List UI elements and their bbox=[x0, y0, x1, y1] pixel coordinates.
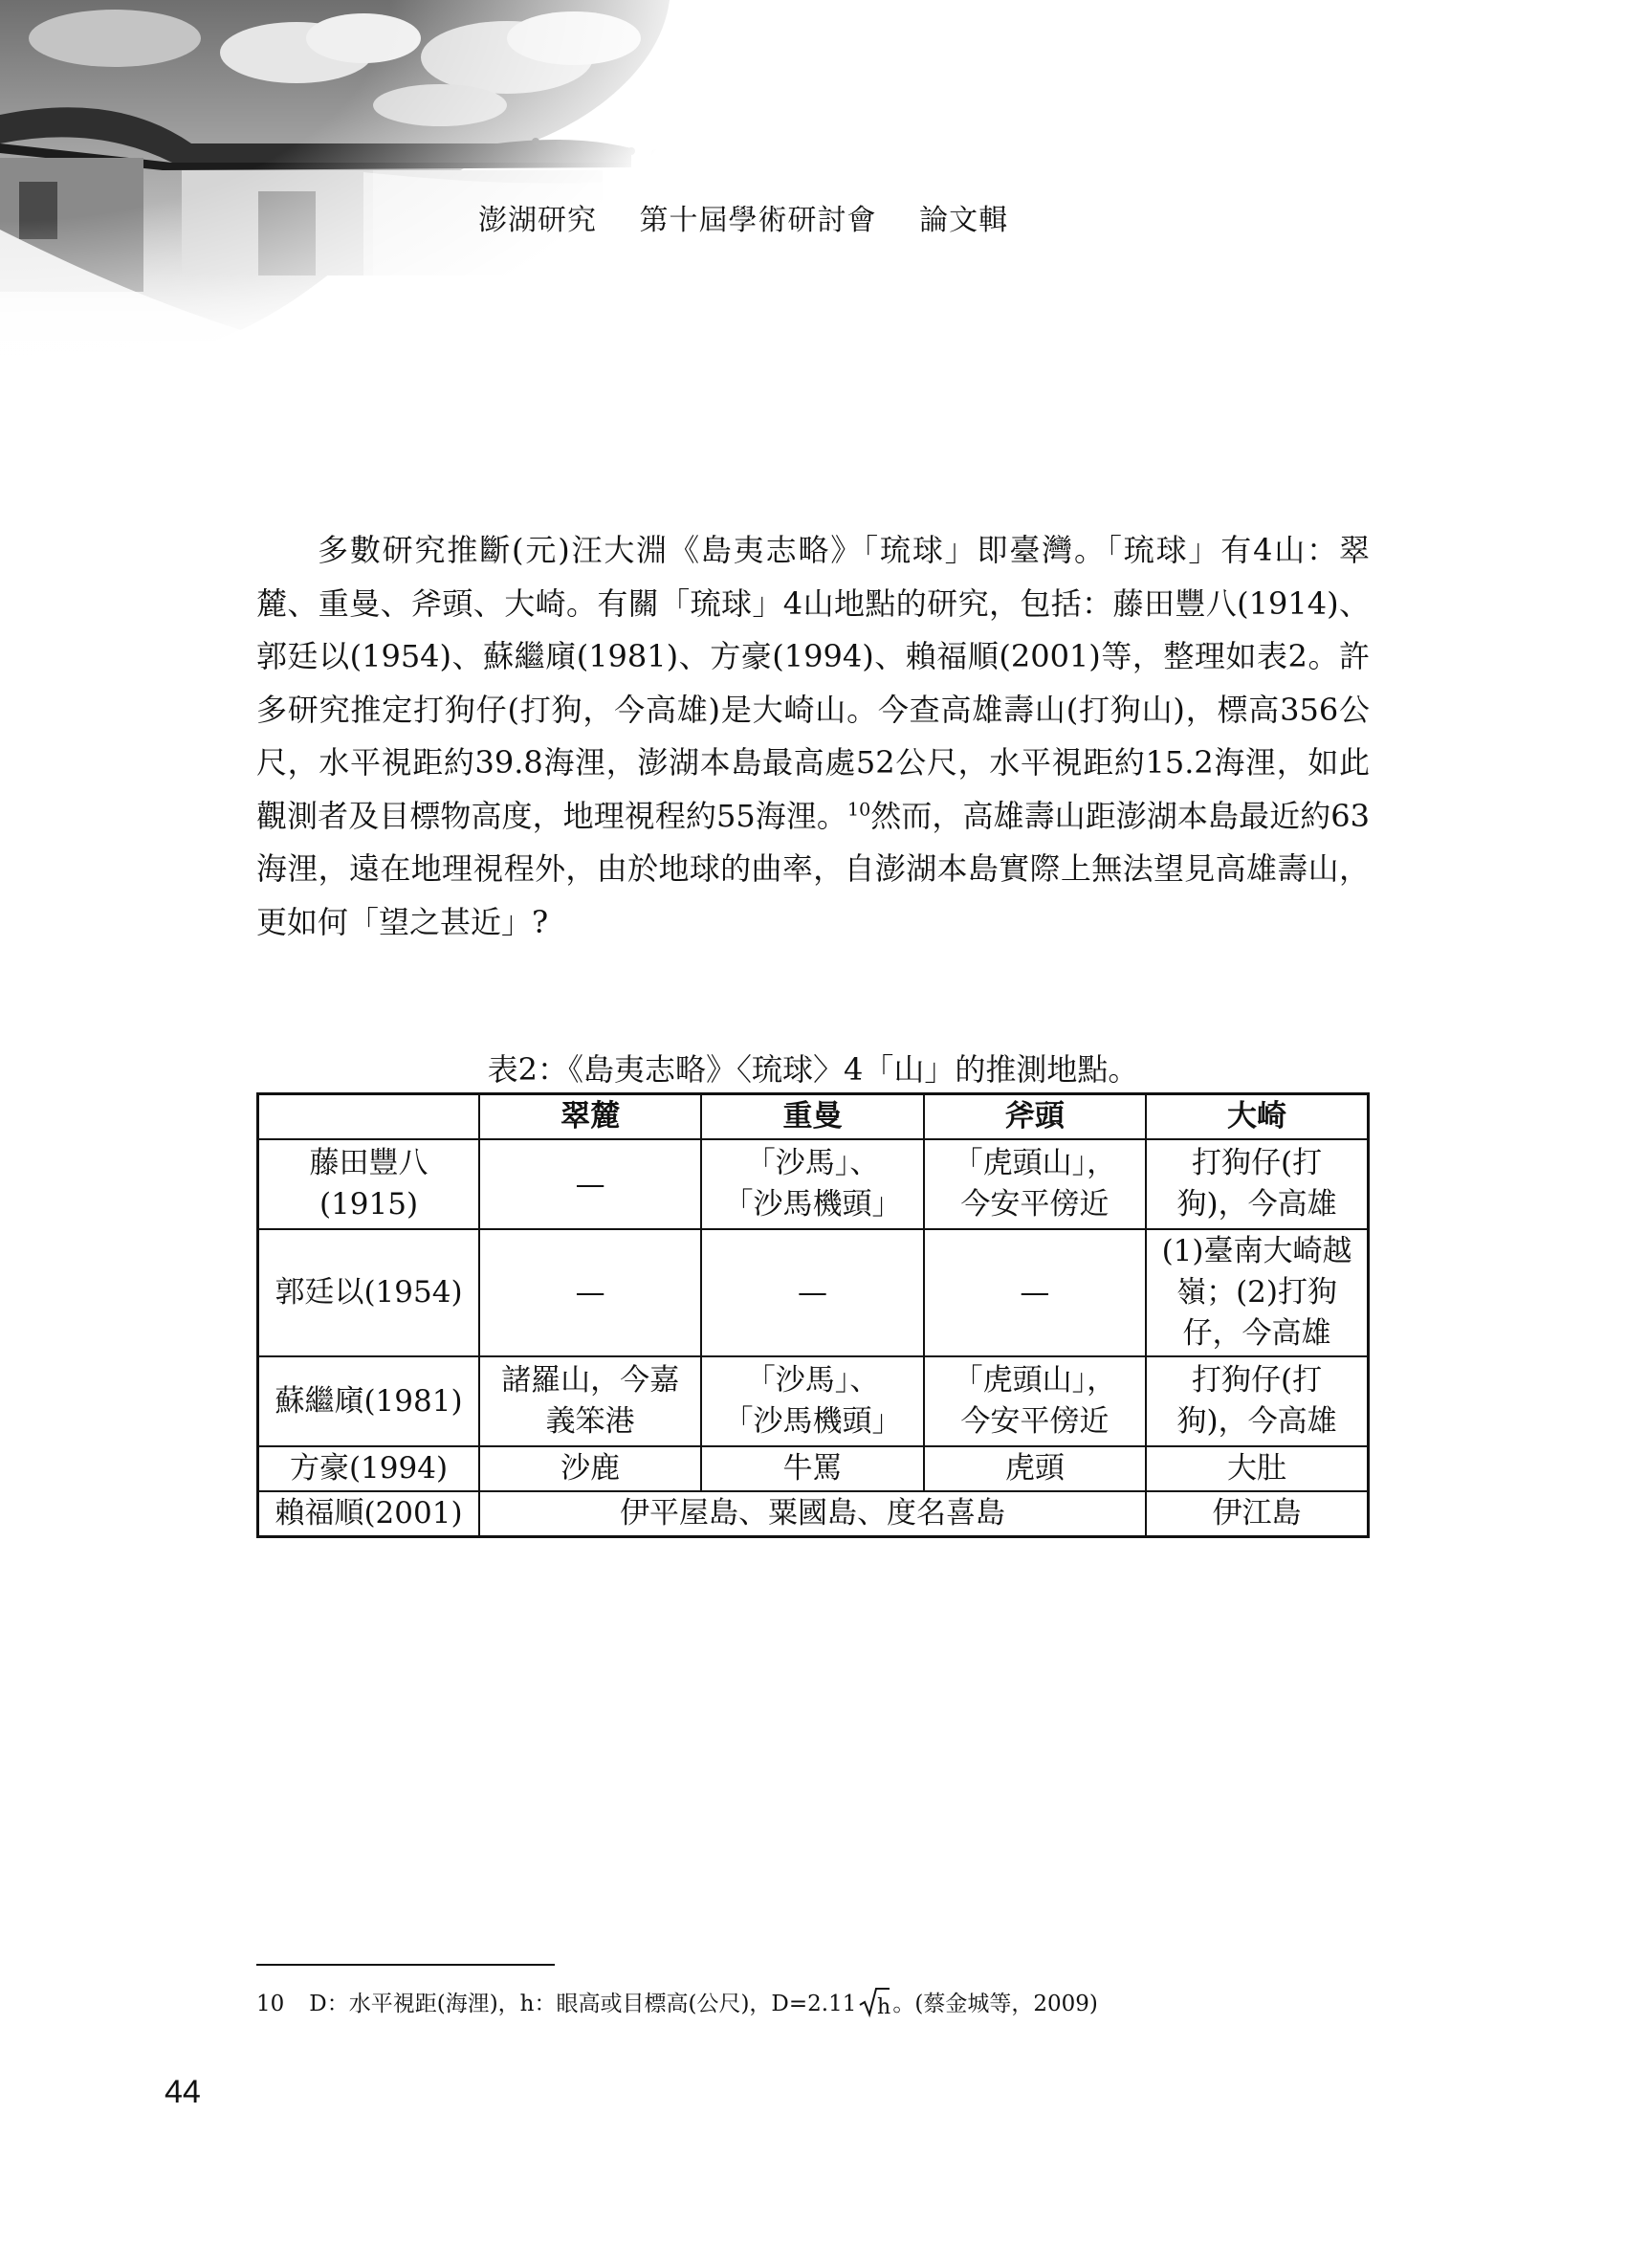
merged-cell: 伊平屋島、粟國島、度名喜島 bbox=[479, 1491, 1146, 1537]
table-cell: — bbox=[479, 1139, 701, 1229]
table-caption: 表2：《島夷志略》〈琉球〉4「山」的推測地點。 bbox=[487, 1051, 1139, 1088]
locations-table bbox=[256, 1092, 1370, 1538]
table-row bbox=[258, 1139, 1369, 1229]
square-root-symbol bbox=[858, 1986, 890, 2024]
table-cell: 伊江島 bbox=[1146, 1491, 1368, 1537]
table-cell: 「沙馬」、 「沙馬機頭」 bbox=[701, 1139, 923, 1229]
page-number: 44 bbox=[165, 2074, 201, 2110]
header-cell-daqi: 大崎 bbox=[1146, 1094, 1368, 1140]
table-row bbox=[258, 1229, 1369, 1356]
body-text bbox=[256, 524, 1370, 949]
running-head-journal: 澎湖研究 bbox=[478, 204, 597, 237]
running-head bbox=[478, 196, 1041, 238]
row-author-cell: 方豪(1994) bbox=[258, 1446, 480, 1491]
table-cell: 諸羅山，今嘉 義笨港 bbox=[479, 1356, 701, 1446]
table-cell: — bbox=[701, 1229, 923, 1356]
table-cell: — bbox=[479, 1229, 701, 1356]
header-cell-blank bbox=[258, 1094, 480, 1140]
footnote-number: 10 bbox=[256, 1992, 285, 2016]
header-cell-futou: 斧頭 bbox=[924, 1094, 1146, 1140]
table-cell: 打狗仔(打 狗)，今高雄 bbox=[1146, 1356, 1368, 1446]
body-paragraph bbox=[256, 524, 1370, 949]
footnote bbox=[256, 1986, 1098, 2024]
row-author-cell: 賴福順(2001) bbox=[258, 1491, 480, 1537]
row-author-cell: 藤田豐八 (1915) bbox=[258, 1139, 480, 1229]
running-head-conference: 第十屆學術研討會 bbox=[639, 204, 877, 237]
table-row bbox=[258, 1356, 1369, 1446]
table-cell: 虎頭 bbox=[924, 1446, 1146, 1491]
table-row bbox=[258, 1446, 1369, 1491]
table-cell: (1)臺南大崎越 嶺；(2)打狗 仔，今高雄 bbox=[1146, 1229, 1368, 1356]
footnote-text-before: D：水平視距(海浬)，h：眼高或目標高(公尺)，D=2.11 bbox=[309, 1992, 857, 2016]
running-head-proceedings: 論文輯 bbox=[919, 204, 1009, 237]
square-root-radicand: h bbox=[877, 1995, 891, 2018]
header-cell-chongman: 重曼 bbox=[701, 1094, 923, 1140]
table-cell: 牛罵 bbox=[701, 1446, 923, 1491]
table-cell: 沙鹿 bbox=[479, 1446, 701, 1491]
paragraph-text-part1: 多數研究推斷(元)汪大淵《島夷志略》「琉球」即臺灣。「琉球」有4山：翠麓、重曼、斧頭、大崎。有關「琉球」4山地點的研究，包括：藤田豐八(1914)、郭廷以(1954)、蘇繼廎(1981)、方豪(1994)、賴福順(2001)等，整理如表2。許多研究推定打狗仔(打狗，今高雄)是大崎山。今查高雄壽山(打狗山)，標高356公尺，水平視距約39.8海浬，澎湖本島最高處52公尺，水平視距約15.2海浬，如此觀測者及目標物高度，地理視程約55海浬。 bbox=[256, 532, 1370, 834]
table-header-row bbox=[258, 1094, 1369, 1140]
footnote-reference[interactable]: 10 bbox=[847, 798, 871, 820]
table-cell: 大肚 bbox=[1146, 1446, 1368, 1491]
footnote-text-after: 。(蔡金城等，2009) bbox=[892, 1992, 1098, 2016]
header-cell-cuilu: 翠麓 bbox=[479, 1094, 701, 1140]
table-cell: 「虎頭山」， 今安平傍近 bbox=[924, 1356, 1146, 1446]
table-cell: 「虎頭山」， 今安平傍近 bbox=[924, 1139, 1146, 1229]
row-author-cell: 郭廷以(1954) bbox=[258, 1229, 480, 1356]
table-cell: 「沙馬」、 「沙馬機頭」 bbox=[701, 1356, 923, 1446]
footnote-divider bbox=[256, 1964, 555, 1966]
table-cell: 打狗仔(打 狗)，今高雄 bbox=[1146, 1139, 1368, 1229]
table-cell: — bbox=[924, 1229, 1146, 1356]
paragraph-text-part2: 然而，高雄壽山距澎湖本島最近約63海浬，遠在地理視程外，由於地球的曲率，自澎湖本島實際上無法望見高雄壽山，更如何「望之甚近」? bbox=[256, 797, 1370, 940]
row-author-cell: 蘇繼廎(1981) bbox=[258, 1356, 480, 1446]
table-row bbox=[258, 1491, 1369, 1537]
